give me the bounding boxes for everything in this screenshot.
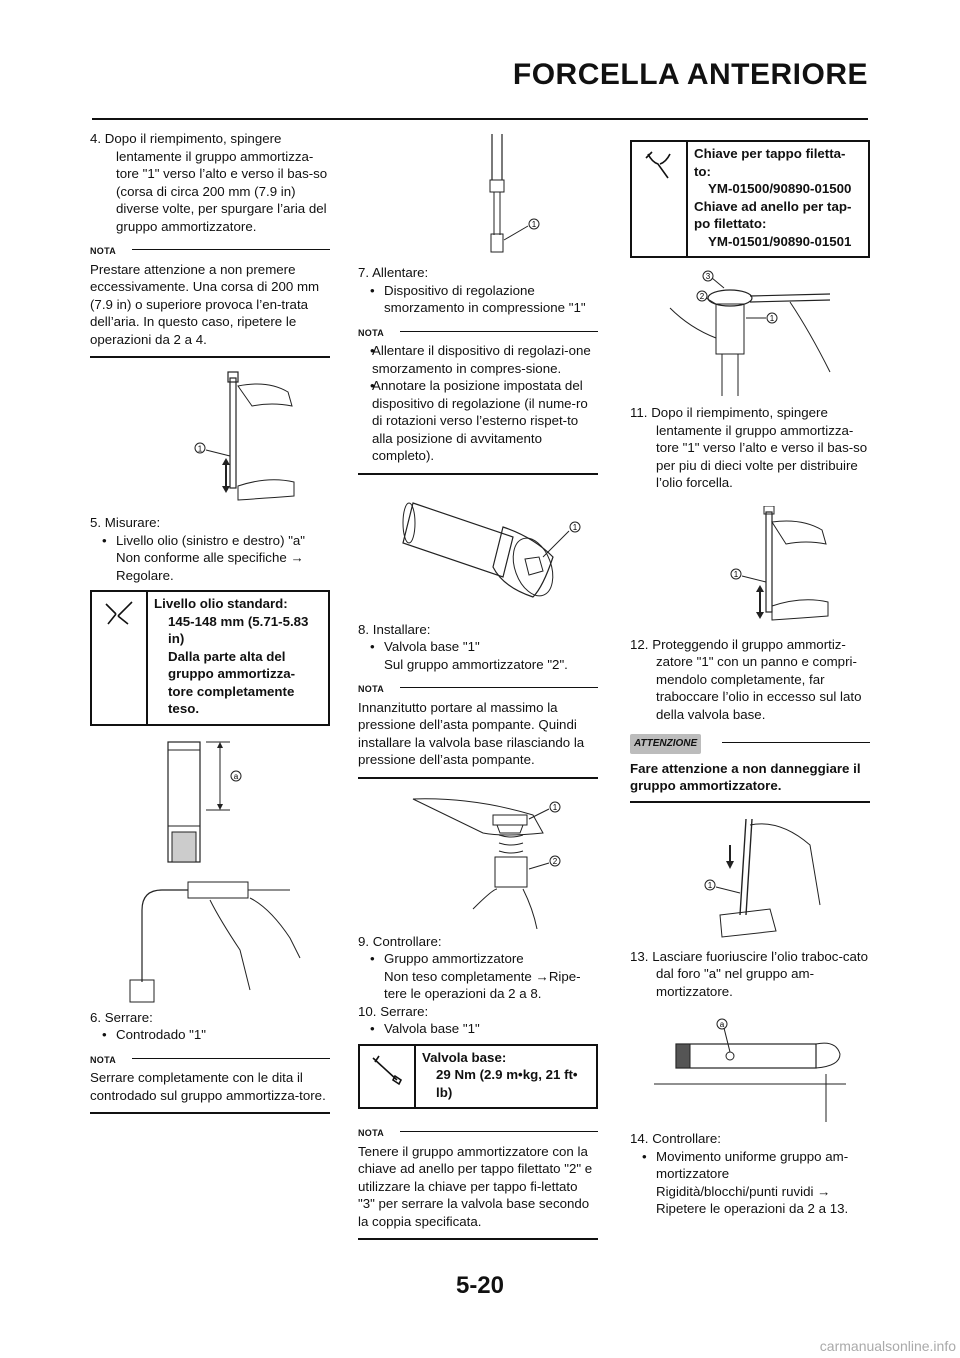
callout-1: 1 <box>197 444 203 454</box>
nota-end-rule <box>358 473 598 475</box>
step-text: Dopo il riempimento, spingere lentamente il gruppo ammortizza-tore "1" verso l’alto e verso il bas-so per piu di dieci volte per distribuire l’olio forcella. <box>651 405 868 490</box>
spec-line: to: <box>694 163 711 179</box>
step-8-sub: Sul gruppo ammortizzatore "2". <box>384 656 568 672</box>
spec-line: tore completamente <box>168 683 295 699</box>
nota-rule <box>400 687 598 688</box>
step-text: Installare: <box>372 621 431 637</box>
base-valve-illustration <box>373 487 583 617</box>
spec-line: Valvola base: <box>422 1049 507 1065</box>
nota-end-rule <box>358 777 598 779</box>
callout-1: 1 <box>707 880 713 890</box>
column-3 <box>630 140 870 1218</box>
step-10-bullet: • Valvola base "1" <box>358 1020 598 1038</box>
spec-line: 29 Nm (2.9 m•kg, 21 ft• <box>436 1067 578 1082</box>
arrow-icon: → <box>817 1183 831 1199</box>
step-text: Misurare: <box>104 515 161 530</box>
spec-text <box>688 142 855 256</box>
step-9 <box>358 933 598 951</box>
arrow-icon: → <box>290 550 304 565</box>
step-text: Serrare: <box>380 1003 429 1019</box>
column-1 <box>90 130 330 1114</box>
nota-text: Prestare attenzione a non premere eccessivamente. Una corsa di 200 mm (7.9 in) o superiore provoca l’en-trata dell’aria. In questo caso, ripetere le operazioni da 2 a 4. <box>90 261 320 347</box>
oil-level-illustration <box>120 736 300 866</box>
nota-text: Serrare completamente con le dita il controdado sul gruppo ammortizza-tore. <box>90 1070 326 1103</box>
step-6 <box>90 1009 330 1027</box>
nota-1 <box>90 243 330 358</box>
header-rule <box>92 118 868 120</box>
step-number: 14. <box>630 1131 649 1146</box>
step-number: 7. <box>358 265 370 280</box>
step-text: Controllare: <box>652 1131 721 1146</box>
figure-install-valve <box>373 789 583 929</box>
step-6-bullet: • Controdado "1" <box>90 1026 330 1044</box>
step-number: 6. <box>90 1009 102 1025</box>
sub-text: Non conforme alle specifiche <box>116 550 287 565</box>
callout-3: 3 <box>705 272 711 281</box>
nota-label: NOTA <box>358 1128 385 1138</box>
step-11 <box>630 404 870 492</box>
spec-line: Livello olio standard: <box>154 596 288 611</box>
step-text: Dopo il riempimento, spingere lentamente il gruppo ammortizza-tore "1" verso l’alto e verso il bas-so (corsa di circa 200 mm (7.9 in) diverse volte, per spurgare l’aria del gruppo ammortizzatore. <box>104 131 328 234</box>
step-14-sub <box>630 1183 870 1201</box>
callout-1: 1 <box>733 569 739 579</box>
callout-1: 1 <box>552 802 558 812</box>
install-valve-illustration <box>373 789 583 929</box>
sub-text: Rigidità/blocchi/punti ruvidi <box>656 1183 814 1199</box>
adjuster-illustration <box>388 130 568 260</box>
nota-2 <box>90 1052 330 1115</box>
callout-1: 1 <box>572 522 578 532</box>
spec-line: 145-148 mm (5.71-5.83 <box>168 613 309 629</box>
spec-box-torque <box>358 1044 598 1110</box>
attenzione-block <box>630 733 870 803</box>
step-5-bullet: • Livello olio (sinistro e destro) "a" <box>90 532 330 550</box>
nota-label: NOTA <box>358 684 385 694</box>
spec-line: Chiave ad anello per tap- <box>694 198 852 214</box>
nota-bullet: • Annotare la posizione impostata del dispositivo di regolazione (il nume-ro di rotazioni verso l’esterno rispet-to alla posizione di avvitamento completo). <box>358 377 598 465</box>
step-5-sub2: Regolare. <box>116 567 174 583</box>
nota-text: Innanzitutto portare al massimo la pressione dell’asta pompante. Quindi installare la valvola base rilasciando la pressione dell’asta pompante. <box>358 699 585 767</box>
step-14-sub2: Ripetere le operazioni da 2 a 13. <box>656 1201 849 1216</box>
nota-5 <box>358 1125 598 1240</box>
arrow-icon: → <box>535 968 549 984</box>
nota-end-rule <box>358 1238 598 1240</box>
figure-base-valve <box>373 487 583 617</box>
step-text: Proteggendo il gruppo ammortiz-zatore "1" con un panno e compri-mendolo completamente, far traboccare l’olio in eccesso sul lato della valvola base. <box>652 636 862 722</box>
nota-4 <box>358 681 598 779</box>
fork-pump-illustration <box>120 368 300 508</box>
step-10 <box>358 1003 598 1021</box>
step-12 <box>630 636 870 724</box>
spec-line: po filettato: <box>694 216 767 231</box>
step-5 <box>90 514 330 532</box>
warning-rule <box>722 742 870 743</box>
spec-line: YM-01501/90890-01501 <box>708 233 852 249</box>
figure-syringe <box>100 870 320 1005</box>
sub-text: Non teso completamente <box>384 968 532 984</box>
figure-compression-adjuster <box>388 130 568 260</box>
step-text: Lasciare fuoriuscire l’olio traboc-cato dal foro "a" nel gruppo am-mortizzatore. <box>652 948 869 999</box>
warning-label: ATTENZIONE <box>630 734 701 754</box>
nota-end-rule <box>90 356 330 358</box>
step-9-bullet: • Gruppo ammortizzatore <box>358 950 598 968</box>
step-number: 4. <box>90 131 102 146</box>
step-13 <box>630 948 870 1001</box>
wrenches-illustration <box>650 268 850 398</box>
nota-label: NOTA <box>90 246 117 256</box>
nota-text: Tenere il gruppo ammortizzatore con la chiave ad anello per tappo filettato "2" e utilizzare la chiave per tappo fi-lettato "3" per serrare la valvola base secondo la coppia specificata. <box>358 1143 593 1229</box>
spec-text <box>148 592 312 724</box>
step-14-bullet: • Movimento uniforme gruppo am-mortizzatore <box>630 1148 870 1183</box>
step-8-bullet: • Valvola base "1" <box>358 638 598 656</box>
spec-line: in) <box>168 631 185 646</box>
nota-end-rule <box>90 1112 330 1114</box>
callout-1: 1 <box>769 314 775 323</box>
callout-a: a <box>233 771 239 781</box>
figure-oil-level <box>120 736 300 866</box>
callout-2: 2 <box>552 856 558 866</box>
spec-box-oil-level <box>90 590 330 726</box>
step-4 <box>90 130 330 235</box>
nota-3 <box>358 325 598 475</box>
figure-distribute-oil <box>660 506 840 626</box>
callout-a: a <box>719 1020 725 1029</box>
step-7-bullet: • Dispositivo di regolazione smorzamento in compressione "1" <box>358 282 598 317</box>
callout-1: 1 <box>531 220 537 229</box>
column-2 <box>358 130 598 1240</box>
step-number: 9. <box>358 933 370 949</box>
step-8 <box>358 621 598 639</box>
spec-text <box>416 1046 582 1108</box>
watermark: carmanualsonline.info <box>819 1338 956 1354</box>
measure-icon <box>92 592 148 724</box>
step-number: 11. <box>630 405 648 420</box>
distribute-oil-illustration <box>660 506 840 626</box>
spec-line: lb) <box>436 1084 453 1100</box>
figure-oil-hole <box>650 1014 850 1124</box>
nota-rule <box>400 331 598 332</box>
step-number: 10. <box>358 1003 377 1019</box>
page-number: 5-20 <box>455 1272 505 1299</box>
nota-bullet: • Allentare il dispositivo di regolazi-one smorzamento in compres-sione. <box>358 342 598 377</box>
step-text: Controllare: <box>372 933 442 949</box>
tool-icon <box>632 142 688 256</box>
nota-rule <box>132 1058 330 1059</box>
oil-hole-illustration <box>650 1014 850 1124</box>
spec-box-tools <box>630 140 870 258</box>
nota-label: NOTA <box>358 327 385 338</box>
spec-line: teso. <box>168 701 200 716</box>
step-number: 5. <box>90 515 102 530</box>
step-9-sub <box>358 968 598 1003</box>
callout-2: 2 <box>699 292 705 301</box>
warning-end-rule <box>630 801 870 803</box>
step-number: 13. <box>630 948 649 964</box>
step-number: 12. <box>630 636 649 652</box>
step-text: Serrare: <box>104 1009 153 1025</box>
spec-line: Dalla parte alta del <box>168 648 286 664</box>
figure-compress-with-cloth <box>660 815 840 940</box>
step-7 <box>358 264 598 282</box>
spec-line: Chiave per tappo filetta- <box>694 146 846 161</box>
page-title: FORCELLA ANTERIORE <box>512 58 868 91</box>
figure-wrenches <box>650 268 850 398</box>
step-14 <box>630 1130 870 1148</box>
step-text: Allentare: <box>372 265 429 280</box>
step-5-sub <box>90 549 330 567</box>
syringe-illustration <box>100 870 320 1005</box>
nota-rule <box>400 1131 598 1132</box>
nota-rule <box>132 249 330 250</box>
step-number: 8. <box>358 621 370 637</box>
nota-label: NOTA <box>90 1054 117 1065</box>
warning-text: Fare attenzione a non danneggiare il gruppo ammortizzatore. <box>630 760 861 793</box>
spec-line: YM-01500/90890-01500 <box>708 181 852 196</box>
torque-wrench-icon <box>360 1046 416 1108</box>
figure-fork-pump-stroke <box>120 368 300 508</box>
spec-line: gruppo ammortizza- <box>168 666 296 681</box>
sub-text: Ripe-tere le operazioni da 2 a 8. <box>384 968 581 1001</box>
cloth-illustration <box>660 815 840 940</box>
